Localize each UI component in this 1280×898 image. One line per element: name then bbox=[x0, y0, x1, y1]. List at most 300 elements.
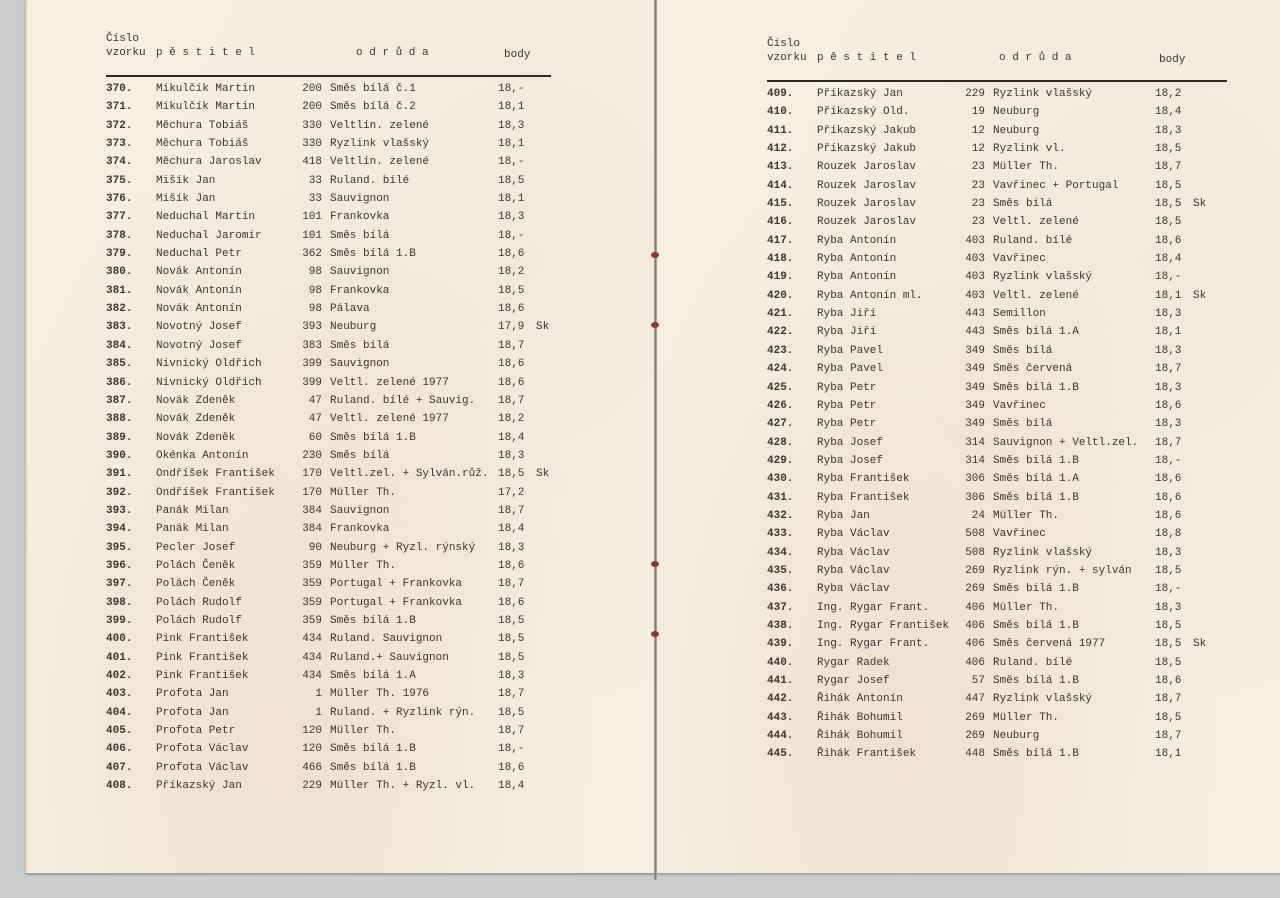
points: 18,5 bbox=[1155, 656, 1182, 669]
grower-code: 170 bbox=[302, 486, 322, 499]
points: 18,- bbox=[498, 743, 525, 756]
header-number-line1: Číslo bbox=[106, 33, 140, 45]
points: 18,- bbox=[498, 83, 525, 95]
table-row bbox=[767, 600, 1227, 618]
sample-number: 443. bbox=[767, 711, 794, 724]
grower-name: Ondříšek František bbox=[156, 486, 275, 499]
grower-name: Novák Zdeněk bbox=[156, 394, 236, 407]
header-rule bbox=[106, 75, 551, 77]
table-row bbox=[106, 521, 551, 539]
variety: Veltl.zel. + Sylván.růž. bbox=[330, 468, 489, 481]
sample-number: 394. bbox=[106, 523, 133, 536]
table-row bbox=[106, 485, 551, 503]
grower-name: Nivnický Oldřich bbox=[156, 358, 262, 371]
sample-number: 417. bbox=[767, 234, 794, 247]
variety: Směs bílá 1.B bbox=[330, 248, 416, 261]
grower-code: 98 bbox=[308, 303, 322, 316]
variety: Neuburg + Ryzl. rýnský bbox=[330, 541, 476, 554]
grower-code: 403 bbox=[965, 289, 985, 302]
points: 18,7 bbox=[1155, 730, 1182, 743]
grower-code: 47 bbox=[308, 394, 322, 407]
variety: Neuburg bbox=[993, 730, 1040, 743]
points: 18,3 bbox=[1155, 601, 1182, 614]
points: 18,7 bbox=[498, 725, 525, 738]
table-row bbox=[767, 123, 1227, 141]
table-row bbox=[106, 246, 551, 264]
grower-name: Polách Rudolf bbox=[156, 614, 242, 627]
points: 18,5 bbox=[498, 614, 525, 627]
grower-name: Řihák Antonín bbox=[817, 693, 903, 706]
points: 18,- bbox=[1155, 583, 1182, 596]
grower-name: Rygar Josef bbox=[817, 675, 890, 687]
points: 18,7 bbox=[1155, 363, 1182, 376]
grower-code: 269 bbox=[965, 730, 985, 743]
sample-number: 410. bbox=[767, 106, 794, 119]
grower-name: Mišík Jan bbox=[156, 193, 216, 206]
variety: Směs bílá bbox=[993, 418, 1053, 431]
table-row bbox=[767, 508, 1227, 526]
grower-name: Polách Rudolf bbox=[156, 596, 242, 609]
sample-number: 437. bbox=[767, 601, 794, 614]
grower-name: Rouzek Jaroslav bbox=[817, 179, 917, 192]
sample-number: 414. bbox=[767, 179, 794, 192]
sample-number: 421. bbox=[767, 308, 794, 321]
grower-name: Příkazský Jan bbox=[817, 88, 903, 100]
sample-number: 375. bbox=[106, 174, 133, 187]
variety: Směs bílá 1.B bbox=[330, 743, 416, 756]
points: 18,6 bbox=[1155, 491, 1182, 504]
grower-name: Novotný Josef bbox=[156, 321, 242, 334]
header-grower: p ě s t i t e l bbox=[817, 52, 917, 64]
points: 18,5 bbox=[498, 468, 525, 481]
points: 18,4 bbox=[498, 780, 525, 793]
sample-number: 399. bbox=[106, 614, 133, 627]
table-row bbox=[767, 398, 1227, 416]
grower-code: 23 bbox=[971, 216, 985, 229]
grower-code: 57 bbox=[971, 675, 985, 687]
table-row bbox=[767, 710, 1227, 728]
sample-number: 412. bbox=[767, 143, 794, 156]
variety: Frankovka bbox=[330, 211, 390, 224]
points: 18,4 bbox=[498, 431, 525, 444]
grower-name: Ryba Antonín bbox=[817, 253, 897, 266]
sample-number: 409. bbox=[767, 88, 794, 100]
table-row bbox=[106, 668, 551, 686]
points: 18,7 bbox=[498, 339, 525, 352]
sample-number: 374. bbox=[106, 156, 133, 169]
grower-code: 383 bbox=[302, 339, 322, 352]
sample-number: 438. bbox=[767, 619, 794, 632]
table-row bbox=[106, 613, 551, 631]
sample-number: 381. bbox=[106, 284, 133, 297]
table-row bbox=[106, 228, 551, 246]
grower-code: 349 bbox=[965, 418, 985, 431]
sample-number: 397. bbox=[106, 578, 133, 591]
table-row bbox=[106, 393, 551, 411]
grower-code: 314 bbox=[965, 436, 985, 449]
table-row bbox=[106, 723, 551, 741]
variety: Směs bílá č.1 bbox=[330, 83, 416, 95]
sample-number: 405. bbox=[106, 725, 133, 738]
variety: Müller Th. bbox=[993, 711, 1060, 724]
note: Sk bbox=[1193, 289, 1207, 302]
table-row bbox=[767, 86, 1227, 104]
points: 18,5 bbox=[1155, 638, 1182, 651]
grower-name: Ing. Rygar Frant. bbox=[817, 638, 930, 651]
sample-number: 407. bbox=[106, 761, 133, 774]
grower-code: 349 bbox=[965, 399, 985, 412]
points: 18,1 bbox=[1155, 289, 1182, 302]
sample-number: 429. bbox=[767, 454, 794, 467]
points: 18,1 bbox=[1155, 748, 1182, 761]
variety: Ruland. + Ryzlink rýn. bbox=[330, 706, 476, 719]
header-grower: p ě s t i t e l bbox=[156, 47, 256, 59]
grower-name: Měchura Tobiáš bbox=[156, 138, 249, 151]
sample-number: 431. bbox=[767, 491, 794, 504]
grower-name: Ryba Pavel bbox=[817, 344, 884, 357]
sample-number: 442. bbox=[767, 693, 794, 706]
sample-number: 444. bbox=[767, 730, 794, 743]
table-row bbox=[106, 760, 551, 778]
sample-number: 419. bbox=[767, 271, 794, 284]
grower-name: Ryba Jan bbox=[817, 509, 870, 522]
sample-number: 403. bbox=[106, 688, 133, 701]
grower-name: Ryba Petr bbox=[817, 399, 877, 412]
sample-number: 380. bbox=[106, 266, 133, 279]
sample-number: 428. bbox=[767, 436, 794, 449]
variety: Vavřinec + Portugal bbox=[993, 179, 1119, 192]
grower-name: Pink František bbox=[156, 670, 249, 682]
points: 18,6 bbox=[1155, 675, 1182, 687]
table-row bbox=[106, 319, 551, 337]
sample-number: 376. bbox=[106, 193, 133, 206]
points: 18,5 bbox=[498, 633, 525, 646]
grower-code: 349 bbox=[965, 363, 985, 376]
binding-stitch bbox=[651, 322, 659, 328]
table-row bbox=[106, 99, 551, 117]
points: 18,- bbox=[1155, 454, 1182, 467]
grower-name: Ryba Antonín bbox=[817, 234, 897, 247]
grower-name: Novák Antonín bbox=[156, 266, 242, 279]
grower-code: 399 bbox=[302, 376, 322, 389]
note: Sk bbox=[536, 321, 550, 334]
table-row bbox=[106, 741, 551, 759]
variety: Ryzlink vlašský bbox=[993, 546, 1093, 559]
table-row bbox=[106, 356, 551, 374]
table-row bbox=[767, 563, 1227, 581]
points: 18,4 bbox=[1155, 106, 1182, 119]
table-row bbox=[106, 466, 551, 484]
grower-code: 230 bbox=[302, 449, 322, 462]
grower-name: Příkazský Jan bbox=[156, 780, 242, 793]
grower-name: Ryba František bbox=[817, 473, 910, 486]
table-row bbox=[106, 411, 551, 429]
variety: Směs bílá 1.A bbox=[993, 326, 1079, 339]
sample-number: 425. bbox=[767, 381, 794, 394]
grower-code: 229 bbox=[302, 780, 322, 793]
sample-number: 432. bbox=[767, 509, 794, 522]
table-row bbox=[767, 545, 1227, 563]
grower-name: Ryba Josef bbox=[817, 436, 884, 449]
grower-name: Ryba Václav bbox=[817, 528, 890, 541]
grower-name: Ryba Jiří bbox=[817, 326, 877, 339]
binding-stitch bbox=[651, 561, 659, 567]
points: 18,6 bbox=[498, 559, 525, 572]
points: 18,6 bbox=[1155, 234, 1182, 247]
grower-code: 170 bbox=[302, 468, 322, 481]
points: 18,5 bbox=[498, 706, 525, 719]
variety: Frankovka bbox=[330, 284, 390, 297]
grower-name: Rouzek Jaroslav bbox=[817, 216, 917, 229]
header-variety: o d r ů d a bbox=[999, 52, 1072, 64]
sample-number: 433. bbox=[767, 528, 794, 541]
table-row bbox=[767, 324, 1227, 342]
sample-number: 418. bbox=[767, 253, 794, 266]
variety: Směs bílá 1.B bbox=[330, 614, 416, 627]
grower-name: Novák Antonín bbox=[156, 303, 242, 316]
sample-number: 393. bbox=[106, 504, 133, 517]
variety: Směs červená bbox=[993, 363, 1073, 376]
points: 18,6 bbox=[498, 376, 525, 389]
sample-number: 379. bbox=[106, 248, 133, 261]
table-row bbox=[106, 540, 551, 558]
variety: Neuburg bbox=[330, 321, 377, 334]
sample-number: 436. bbox=[767, 583, 794, 596]
grower-name: Rouzek Jaroslav bbox=[817, 161, 917, 174]
table-row bbox=[767, 581, 1227, 599]
points: 18,7 bbox=[498, 394, 525, 407]
table-row bbox=[767, 214, 1227, 232]
variety: Směs bílá č.2 bbox=[330, 101, 416, 114]
grower-code: 23 bbox=[971, 179, 985, 192]
header-rule bbox=[767, 80, 1227, 82]
grower-code: 359 bbox=[302, 559, 322, 572]
table-row bbox=[767, 471, 1227, 489]
variety: Ruland. bílé bbox=[993, 234, 1073, 247]
grower-code: 448 bbox=[965, 748, 985, 761]
points: 18,3 bbox=[498, 119, 525, 132]
points: 18,5 bbox=[1155, 179, 1182, 192]
sample-number: 427. bbox=[767, 418, 794, 431]
sample-number: 372. bbox=[106, 119, 133, 132]
sample-number: 389. bbox=[106, 431, 133, 444]
grower-name: Mišík Jan bbox=[156, 174, 216, 187]
points: 18,1 bbox=[498, 138, 525, 151]
points: 18,3 bbox=[498, 211, 525, 224]
grower-name: Novák Antonín bbox=[156, 284, 242, 297]
table-row bbox=[106, 686, 551, 704]
points: 18,3 bbox=[1155, 344, 1182, 357]
grower-name: Ryba Antonín bbox=[817, 271, 897, 284]
table-row bbox=[767, 453, 1227, 471]
table-row bbox=[767, 618, 1227, 636]
variety: Müller Th. 1976 bbox=[330, 688, 430, 701]
table-row bbox=[106, 448, 551, 466]
grower-code: 406 bbox=[965, 656, 985, 669]
points: 18,7 bbox=[498, 578, 525, 591]
table-row bbox=[106, 81, 551, 99]
grower-code: 200 bbox=[302, 83, 322, 95]
table-row bbox=[106, 301, 551, 319]
grower-name: Profota Jan bbox=[156, 688, 229, 701]
grower-code: 98 bbox=[308, 284, 322, 297]
grower-name: Pink František bbox=[156, 651, 249, 664]
grower-code: 98 bbox=[308, 266, 322, 279]
grower-name: Příkazský Old. bbox=[817, 106, 910, 119]
variety: Ruland. bílé + Sauvig. bbox=[330, 394, 476, 407]
grower-code: 359 bbox=[302, 614, 322, 627]
grower-code: 406 bbox=[965, 601, 985, 614]
sample-number: 415. bbox=[767, 198, 794, 211]
grower-code: 403 bbox=[965, 234, 985, 247]
points: 18,7 bbox=[1155, 161, 1182, 174]
variety: Směs bílá bbox=[330, 229, 390, 242]
grower-code: 306 bbox=[965, 473, 985, 486]
sample-number: 408. bbox=[106, 780, 133, 793]
grower-code: 19 bbox=[971, 106, 985, 119]
grower-name: Profota Petr bbox=[156, 725, 236, 738]
table-row bbox=[106, 705, 551, 723]
points: 18,7 bbox=[1155, 693, 1182, 706]
grower-code: 306 bbox=[965, 491, 985, 504]
header-number-line2: vzorku bbox=[767, 52, 807, 64]
points: 18,6 bbox=[1155, 509, 1182, 522]
table-row bbox=[106, 283, 551, 301]
variety: Směs bílá 1.B bbox=[993, 748, 1079, 761]
table-row bbox=[106, 631, 551, 649]
table-row bbox=[767, 416, 1227, 434]
points: 18,4 bbox=[498, 523, 525, 536]
grower-name: Novák Zdeněk bbox=[156, 413, 236, 426]
variety: Směs červená 1977 bbox=[993, 638, 1106, 651]
grower-code: 406 bbox=[965, 619, 985, 632]
grower-code: 269 bbox=[965, 583, 985, 596]
grower-name: Profota Václav bbox=[156, 743, 249, 756]
table-row bbox=[767, 288, 1227, 306]
variety: Směs bílá bbox=[330, 449, 390, 462]
table-row bbox=[767, 269, 1227, 287]
variety: Pálava bbox=[330, 303, 370, 316]
variety: Ruland. bílé bbox=[993, 656, 1073, 669]
points: 17,2 bbox=[498, 486, 525, 499]
points: 18,5 bbox=[1155, 711, 1182, 724]
variety: Ruland.+ Sauvignon bbox=[330, 651, 449, 664]
table-row bbox=[767, 435, 1227, 453]
table-row bbox=[106, 154, 551, 172]
note: Sk bbox=[536, 468, 550, 481]
grower-name: Pecler Josef bbox=[156, 541, 236, 554]
sample-number: 426. bbox=[767, 399, 794, 412]
grower-code: 269 bbox=[965, 711, 985, 724]
points: 18,7 bbox=[498, 504, 525, 517]
sample-number: 441. bbox=[767, 675, 794, 687]
variety: Sauvignon bbox=[330, 504, 390, 517]
grower-code: 101 bbox=[302, 211, 322, 224]
grower-code: 269 bbox=[965, 564, 985, 577]
variety: Směs bílá 1.B bbox=[993, 381, 1079, 394]
points: 18,5 bbox=[498, 174, 525, 187]
variety: Vavřinec bbox=[993, 528, 1046, 541]
grower-name: Ryba František bbox=[817, 491, 910, 504]
grower-code: 434 bbox=[302, 670, 322, 682]
sample-number: 398. bbox=[106, 596, 133, 609]
table-row bbox=[106, 503, 551, 521]
table-row bbox=[106, 650, 551, 668]
points: 18,6 bbox=[1155, 473, 1182, 486]
table-row bbox=[767, 159, 1227, 177]
variety: Směs bílá 1.B bbox=[993, 454, 1079, 467]
sample-number: 440. bbox=[767, 656, 794, 669]
sample-number: 386. bbox=[106, 376, 133, 389]
sample-number: 391. bbox=[106, 468, 133, 481]
points: 18,4 bbox=[1155, 253, 1182, 266]
variety: Veltl. zelené 1977 bbox=[330, 413, 449, 426]
sample-number: 420. bbox=[767, 289, 794, 302]
grower-code: 447 bbox=[965, 693, 985, 706]
note: Sk bbox=[1193, 638, 1207, 651]
sample-number: 430. bbox=[767, 473, 794, 486]
binding-stitch bbox=[651, 252, 659, 258]
points: 18,5 bbox=[498, 284, 525, 297]
points: 18,3 bbox=[1155, 381, 1182, 394]
grower-name: Novotný Josef bbox=[156, 339, 242, 352]
table-row bbox=[106, 430, 551, 448]
points: 18,2 bbox=[498, 413, 525, 426]
variety: Ryzlink vlašský bbox=[993, 693, 1093, 706]
sample-number: 373. bbox=[106, 138, 133, 151]
grower-code: 362 bbox=[302, 248, 322, 261]
table-row bbox=[106, 191, 551, 209]
grower-name: Rygar Radek bbox=[817, 656, 890, 669]
table-row bbox=[767, 691, 1227, 709]
table-header bbox=[767, 38, 1227, 82]
table-row bbox=[106, 576, 551, 594]
sample-number: 416. bbox=[767, 216, 794, 229]
grower-name: Ondříšek František bbox=[156, 468, 275, 481]
points: 18,6 bbox=[498, 596, 525, 609]
points: 17,9 bbox=[498, 321, 525, 334]
variety: Semillon bbox=[993, 308, 1046, 321]
variety: Veltl. zelené bbox=[993, 289, 1079, 302]
grower-name: Ryba Josef bbox=[817, 454, 884, 467]
grower-code: 314 bbox=[965, 454, 985, 467]
table-row bbox=[767, 178, 1227, 196]
points: 18,7 bbox=[1155, 436, 1182, 449]
variety: Směs bílá 1.B bbox=[993, 619, 1079, 632]
variety: Müller Th. bbox=[993, 509, 1060, 522]
grower-code: 33 bbox=[308, 193, 322, 206]
variety: Směs bílá 1.B bbox=[993, 675, 1079, 687]
grower-code: 418 bbox=[302, 156, 322, 169]
variety: Vavřinec bbox=[993, 253, 1046, 266]
grower-name: Polách Čeněk bbox=[156, 559, 236, 572]
sample-number: 392. bbox=[106, 486, 133, 499]
variety: Veltlín. zelené bbox=[330, 119, 430, 132]
table-row bbox=[106, 595, 551, 613]
points: 18,5 bbox=[1155, 216, 1182, 229]
variety: Sauvignon bbox=[330, 358, 390, 371]
variety: Směs bílá bbox=[993, 344, 1053, 357]
variety: Směs bílá bbox=[993, 198, 1053, 211]
grower-name: Panák Milan bbox=[156, 523, 229, 536]
grower-code: 434 bbox=[302, 633, 322, 646]
grower-code: 349 bbox=[965, 381, 985, 394]
table-row bbox=[767, 361, 1227, 379]
points: 18,6 bbox=[498, 303, 525, 316]
table-row bbox=[106, 338, 551, 356]
points: 18,5 bbox=[1155, 564, 1182, 577]
points: 18,- bbox=[498, 229, 525, 242]
